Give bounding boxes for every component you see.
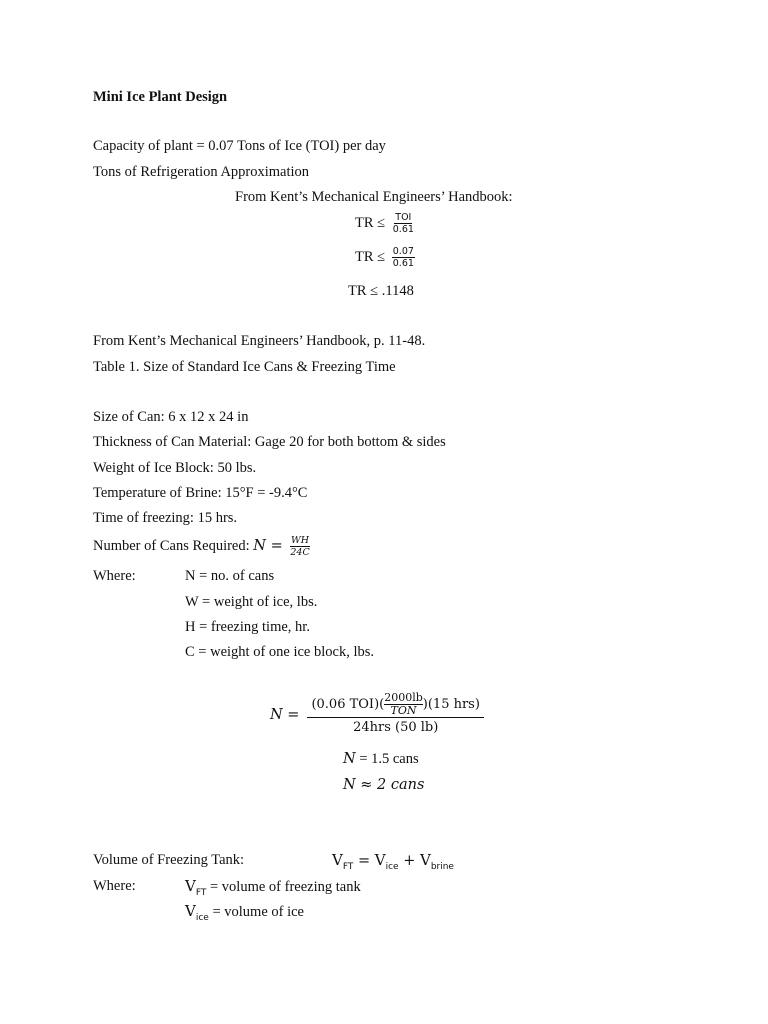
definition-vft-text: = volume of freezing tank: [210, 879, 361, 895]
spec-can-size: Size of Can: 6 x 12 x 24 in: [93, 409, 249, 425]
fraction-denominator: 0.61: [392, 224, 414, 235]
fraction: [307, 692, 483, 738]
inner-numerator: 2000lb: [384, 691, 423, 704]
fraction: [289, 535, 310, 558]
page-title: Mini Ice Plant Design: [93, 89, 228, 105]
equation-tr-toi: [355, 212, 415, 235]
equation-lhs: TR ≤: [355, 248, 386, 265]
fraction-numerator: [307, 692, 483, 718]
spec-ice-weight: Weight of Ice Block: 50 lbs.: [93, 460, 257, 476]
definition-c: C = weight of one ice block, lbs.: [185, 644, 374, 660]
table-caption: Table 1. Size of Standard Ice Cans & Freezing Time: [93, 359, 396, 375]
fraction-numerator: 0.07: [392, 246, 414, 257]
equation-lhs: TR ≤: [355, 214, 386, 231]
cans-rounded-result: N ≈ 2 cans: [343, 777, 425, 793]
fraction-denominator: 24C: [290, 547, 310, 558]
fraction-denominator: 24hrs (50 lb): [353, 720, 439, 735]
definition-h: H = freezing time, hr.: [185, 619, 310, 635]
cans-required-label: Number of Cans Required:: [93, 537, 250, 554]
result-value: = 1.5 cans: [359, 751, 419, 767]
fraction-denominator: 0.61: [392, 258, 414, 269]
spec-can-thickness: Thickness of Can Material: Gage 20 for both bottom & sides: [93, 434, 446, 450]
fraction-numerator: TOI: [395, 212, 412, 223]
definition-w: W = weight of ice, lbs.: [185, 594, 318, 610]
tr-heading: Tons of Refrigeration Approximation: [93, 164, 310, 180]
freezing-tank-label: Volume of Freezing Tank:: [93, 852, 245, 868]
spec-freezing-time: Time of freezing: 15 hrs.: [93, 510, 238, 526]
definition-vice: $V_{ice}$ = volume of ice: [185, 902, 304, 923]
handbook-reference: From Kent’s Mechanical Engineers’ Handbook:: [235, 189, 513, 205]
handbook-reference-page: From Kent’s Mechanical Engineers’ Handbook, p. 11-48.: [93, 333, 426, 349]
result-variable: N: [343, 751, 356, 767]
where-label: Where:: [93, 568, 136, 584]
numerator-left: (0.06 TOI)(: [311, 697, 385, 712]
capacity-line: Capacity of plant = 0.07 Tons of Ice (TOI) per day: [93, 138, 386, 154]
fraction: [392, 246, 415, 269]
definition-vft: $V_{FT}$ = volume of freezing tank: [185, 877, 361, 898]
fraction: [392, 212, 415, 235]
numerator-right: )(15 hrs): [422, 697, 480, 712]
definition-vice-text: = volume of ice: [212, 904, 304, 920]
fraction-numerator: WH: [291, 535, 310, 546]
unit-conversion-fraction: [384, 692, 423, 717]
cans-calculation: [270, 692, 484, 738]
equation-tr-result: TR ≤ .1148: [348, 283, 414, 299]
freezing-tank-equation: $V_{FT} = V_{ice} + V_{brine}$: [332, 851, 454, 872]
definition-n: N = no. of cans: [185, 568, 275, 584]
equation-tr-value: [355, 246, 415, 269]
spec-brine-temperature: Temperature of Brine: 15°F = -9.4°C: [93, 485, 308, 501]
equation-lhs: N =: [270, 707, 300, 723]
cans-result: [343, 750, 419, 768]
equation-lhs: N =: [253, 537, 283, 554]
cans-required-equation: [93, 535, 311, 558]
inner-denominator: TON: [390, 704, 417, 717]
freezing-tank-where: Where:: [93, 878, 136, 894]
